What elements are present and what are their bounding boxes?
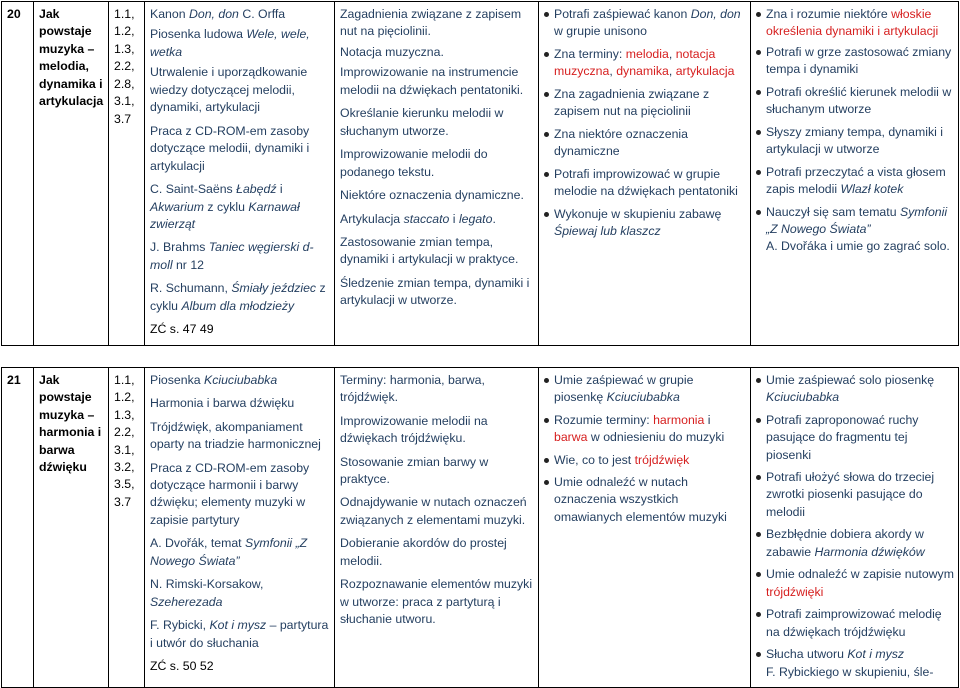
content-item: Improwizowanie melodii na dźwiękach trójdźwięku.	[340, 413, 488, 446]
material-item: Piosenka Kciuciubabka	[150, 372, 278, 387]
content-item: Improwizowanie melodii do podanego tekstu.	[340, 147, 488, 179]
content-item: Artykulacja staccato i legato.	[340, 211, 496, 226]
content-item: Dobieranie akordów do prostej melodii.	[340, 536, 507, 568]
materials-cell	[145, 367, 335, 687]
requirement-item: Nauczył się sam tematu Symfonii „Z Nowego Świata” A. Dvořáka i umie go zagrać solo.	[756, 204, 954, 256]
bullet-icon	[756, 475, 761, 480]
bullet-icon	[756, 12, 761, 17]
content-item: Zastosowanie zmian tempa, dynamiki i artykulacji w praktyce.	[340, 234, 519, 267]
material-item: F. Rybicki, Kot i mysz – partytura i utwór do słuchania	[150, 618, 329, 650]
table-row	[2, 2, 959, 346]
bullet-icon	[544, 480, 549, 485]
requirement-item: Potrafi w grze zastosować zmiany tempa i dynamiki	[756, 44, 954, 79]
content-item: Notacja muzyczna.	[340, 44, 444, 59]
row-spacer	[2, 345, 959, 367]
lesson-number: 21	[2, 367, 34, 687]
content-cell	[335, 2, 539, 346]
bullet-icon	[756, 90, 761, 95]
material-item: Kanon Don, don C. Orffa	[150, 7, 286, 21]
requirement-item: Wykonuje w skupieniu zabawę Śpiewaj lub klaszcz	[544, 206, 746, 241]
material-item: Trójdźwięk, akompaniament oparty na triadzie harmonicznej	[150, 419, 321, 452]
curriculum-codes: 1.1, 1.2, 1.3, 2.2, 2.8, 3.1, 3.7	[109, 2, 145, 346]
requirement-item: Potrafi określić kierunek melodii w słuchanym utworze	[756, 84, 954, 119]
bullet-icon	[756, 170, 761, 175]
requirement-item: Potrafi improwizować w grupie melodie na dźwiękach pentatoniki	[544, 166, 746, 201]
bullet-icon	[756, 652, 761, 657]
content-item: Niektóre oznaczenia dynamiczne.	[340, 188, 524, 203]
bullet-icon	[756, 612, 761, 617]
requirement-item: Zna terminy: melodia, notacja muzyczna, dynamika, artykulacja	[544, 46, 746, 81]
material-item: Praca z CD-ROM-em zasoby dotyczące melodii, dynamiki i artykulacji	[150, 123, 310, 173]
requirement-item: Wie, co to jest trójdźwięk	[544, 452, 746, 469]
requirement-item: Bezbłędnie dobiera akordy w zabawie Harmonia dźwięków	[756, 526, 954, 561]
content-cell	[335, 367, 539, 687]
content-item: Rozpoznawanie elementów muzyki w utworze: praca z partyturą i słuchanie utworu.	[340, 577, 533, 627]
requirement-item: Zna i rozumie niektóre włoskie określenia dynamiki i artykulacji	[756, 6, 954, 41]
content-item: Terminy: harmonia, barwa, trójdźwięk.	[340, 372, 485, 405]
content-item: Śledzenie zmian tempa, dynamiki i artykulacji w utworze.	[340, 275, 530, 308]
content-item: Improwizowanie na instrumencie melodii na dźwiękach pentatoniki.	[340, 65, 524, 97]
content-item: Określanie kierunku melodii w słuchanym utworze.	[340, 106, 504, 138]
materials-cell	[145, 2, 335, 346]
bullet-icon	[544, 378, 549, 383]
material-item: Praca z CD-ROM-em zasoby dotyczące harmonii i barwy dźwięku; elementy muzyki w zapisie partytury	[150, 460, 310, 527]
requirement-item: Umie odnaleźć w zapisie nutowym trójdźwięki	[756, 566, 954, 601]
requirement-item: Zna zagadnienia związane z zapisem nut na pięciolinii	[544, 86, 746, 121]
material-item: ZĆ s. 47 49	[150, 322, 214, 337]
material-item: N. Rimski-Korsakow, Szeherezada	[150, 577, 264, 609]
basic-requirements-cell	[539, 367, 751, 687]
requirement-item: Potrafi zaproponować ruchy pasujące do fragmentu tej piosenki	[756, 412, 954, 464]
requirement-item: Umie zaśpiewać solo piosenkę Kciuciubabka	[756, 372, 954, 407]
requirement-item: Umie odnaleźć w nutach oznaczenia wszystkich omawianych elementów muzyki	[544, 474, 746, 526]
bullet-icon	[544, 458, 549, 463]
material-item: C. Saint-Saëns Łabędź i Akwarium z cyklu Karnawał zwierząt	[150, 182, 300, 231]
bullet-icon	[544, 172, 549, 177]
material-item: A. Dvořák, temat Symfonii „Z Nowego Świata”	[150, 536, 308, 568]
bullet-icon	[756, 378, 761, 383]
lesson-number: 20	[2, 2, 34, 346]
content-item: Odnajdywanie w nutach oznaczeń związanych z elementami muzyki.	[340, 495, 527, 527]
lesson-topic: Jak powstaje muzyka – harmonia i barwa dźwięku	[34, 367, 109, 687]
requirement-item: Słucha utworu Kot i mysz F. Rybickiego w skupieniu, śle-	[756, 646, 954, 681]
extended-requirements-cell	[751, 2, 959, 346]
bullet-icon	[544, 132, 549, 137]
requirement-item: Rozumie terminy: harmonia i barwa w odniesieniu do muzyki	[544, 412, 746, 447]
bullet-icon	[756, 572, 761, 577]
bullet-icon	[544, 52, 549, 57]
content-item: Zagadnienia związane z zapisem nut na pięciolinii.	[340, 7, 522, 39]
bullet-icon	[756, 418, 761, 423]
material-item: R. Schumann, Śmiały jeździec z cyklu Album dla młodzieży	[150, 281, 326, 313]
material-item: Harmonia i barwa dźwięku	[150, 396, 295, 411]
requirement-item: Potrafi ułożyć słowa do trzeciej zwrotki piosenki pasujące do melodii	[756, 469, 954, 521]
requirement-item: Potrafi przeczytać a vista głosem zapis melodii Wlazł kotek	[756, 164, 954, 199]
curriculum-codes: 1.1, 1.2, 1.3, 2.2, 3.1, 3.2, 3.5, 3.7	[109, 367, 145, 687]
basic-requirements-cell	[539, 2, 751, 346]
bullet-icon	[756, 532, 761, 537]
material-item: Piosenka ludowa Wele, wele, wetka	[150, 27, 310, 59]
requirement-item: Zna niektóre oznaczenia dynamiczne	[544, 126, 746, 161]
material-item: Utrwalenie i uporządkowanie wiedzy dotyczącej melodii, dynamiki, artykulacji	[150, 65, 308, 115]
bullet-icon	[756, 50, 761, 55]
bullet-icon	[756, 130, 761, 135]
lesson-plan-table	[1, 1, 959, 688]
lesson-topic: Jak powstaje muzyka – melodia, dynamika i artykulacja	[34, 2, 109, 346]
requirement-item: Słyszy zmiany tempa, dynamiki i artykulacji w utworze	[756, 124, 954, 159]
requirement-item: Potrafi zaśpiewać kanon Don, don w grupie unisono	[544, 6, 746, 41]
bullet-icon	[544, 212, 549, 217]
extended-requirements-cell	[751, 367, 959, 687]
requirement-item: Umie zaśpiewać w grupie piosenkę Kciuciubabka	[544, 372, 746, 407]
content-item: Stosowanie zmian barwy w praktyce.	[340, 454, 489, 486]
bullet-icon	[544, 12, 549, 17]
material-item: J. Brahms Taniec węgierski d-moll nr 12	[150, 240, 314, 272]
bullet-icon	[544, 92, 549, 97]
bullet-icon	[756, 210, 761, 215]
table-row	[2, 367, 959, 687]
bullet-icon	[544, 418, 549, 423]
requirement-item: Potrafi zaimprowizować melodię na dźwiękach trójdźwięku	[756, 606, 954, 641]
material-item: ZĆ s. 50 52	[150, 659, 214, 674]
